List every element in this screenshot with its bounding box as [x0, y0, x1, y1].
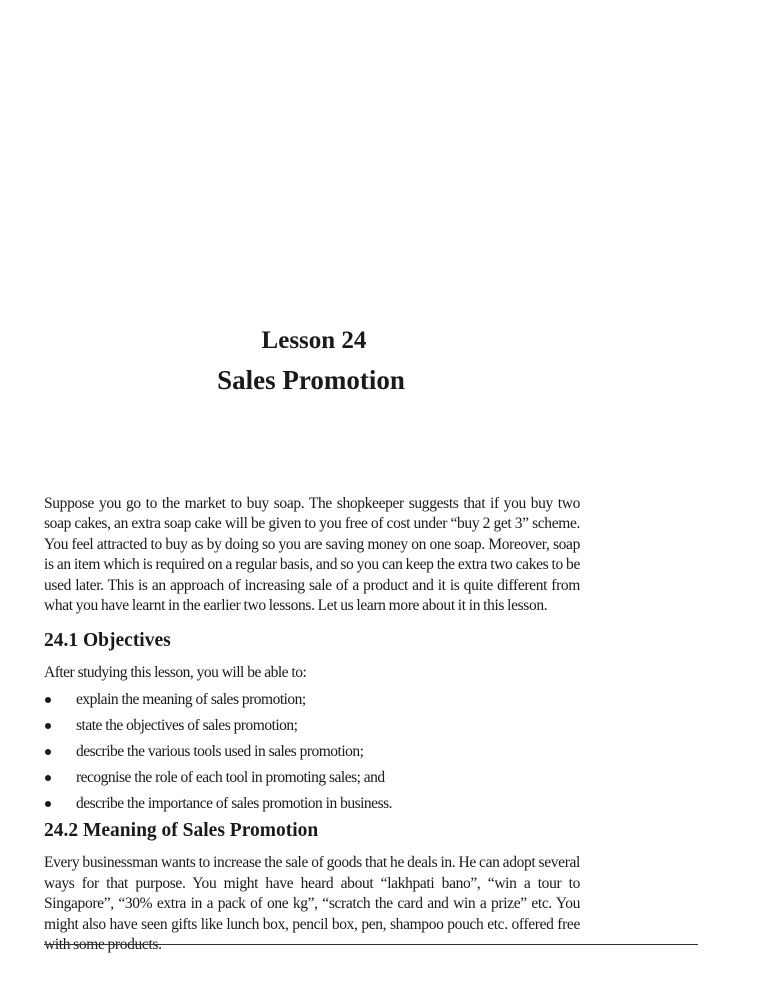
list-item [44, 690, 392, 716]
objectives-heading: 24.1 Objectives [44, 630, 171, 651]
bullet-icon [45, 697, 51, 703]
bullet-icon [45, 749, 51, 755]
list-item [44, 768, 392, 794]
footer-rule [44, 944, 698, 945]
objective-text: describe the various tools used in sales promotion; [76, 743, 364, 760]
list-item [44, 716, 392, 742]
objectives-list [44, 690, 392, 820]
bullet-icon [45, 775, 51, 781]
lesson-number: Lesson 24 [261, 327, 367, 354]
bullet-icon [45, 723, 51, 729]
list-item [44, 742, 392, 768]
objective-text: state the objectives of sales promotion; [76, 717, 298, 734]
objective-text: recognise the role of each tool in promoting sales; and [76, 769, 385, 786]
objective-text: explain the meaning of sales promotion; [76, 691, 306, 708]
objective-text: describe the importance of sales promotion in business. [76, 795, 393, 812]
lesson-title: Sales Promotion [217, 365, 405, 395]
intro-paragraph: Suppose you go to the market to buy soap. The shopkeeper suggests that if you buy two soap cakes, an extra soap cake will be given to you free of cost under “buy 2 get 3” scheme. You feel attracted to buy as by doing so you are saving money on one soap. Moreover, soap is an item which is required on a regular basis, and so you can keep the extra two cakes to be used later. This is an approach of increasing sale of a product and it is quite different from what you have learnt in the earlier two lessons. Let us learn more about it in this lesson. [44, 495, 580, 615]
bullet-icon [45, 801, 51, 807]
list-item [44, 794, 392, 820]
meaning-heading: 24.2 Meaning of Sales Promotion [44, 820, 319, 841]
meaning-paragraph: Every businessman wants to increase the sale of goods that he deals in. He can adopt several ways for that purpose. You might have heard about “lakhpati bano”, “win a tour to Singapore”, “30% extra in a pack of one kg”, “scratch the card and win a prize” etc. You might also have seen gifts like lunch box, pencil box, pen, shampoo pouch etc. offered free with some products. [44, 854, 580, 953]
objectives-intro: After studying this lesson, you will be able to: [44, 664, 307, 681]
